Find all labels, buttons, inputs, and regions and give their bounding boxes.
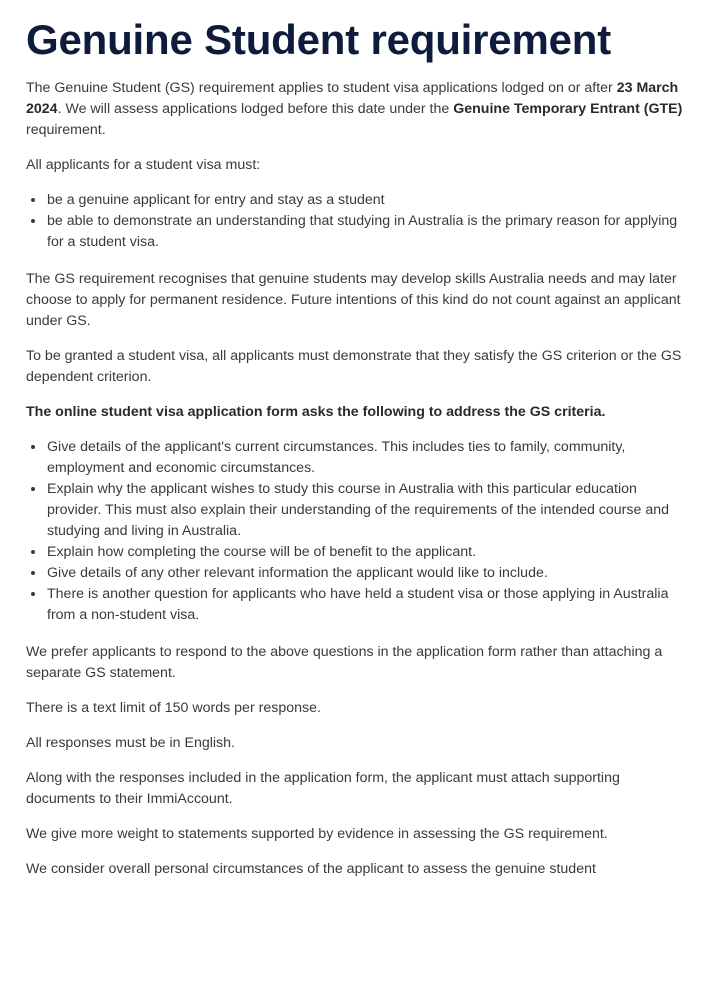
along-paragraph: Along with the responses included in the application form, the applicant must attach supporting documents to their ImmiAccount. xyxy=(26,770,620,807)
consider-paragraph: We consider overall personal circumstances of the applicant to assess the genuine student xyxy=(26,861,596,877)
must-list xyxy=(26,190,686,253)
list-item: • There is another question for applicants who have held a student visa or those applying in Australia from a non-student visa. xyxy=(46,584,686,626)
granted-paragraph: To be granted a student visa, all applicants must demonstrate that they satisfy the GS criterion or the GS dependent criterion. xyxy=(26,348,682,385)
list-item: • be a genuine applicant for entry and stay as a student xyxy=(46,190,686,211)
intro-paragraph xyxy=(26,78,686,141)
intro-gte: Genuine Temporary Entrant (GTE) xyxy=(453,101,683,117)
prefer-paragraph: We prefer applicants to respond to the above questions in the application form rather than attaching a separate GS statement. xyxy=(26,644,663,681)
form-heading: The online student visa application form asks the following to address the GS criteria. xyxy=(26,404,606,420)
weight-paragraph: We give more weight to statements supported by evidence in assessing the GS requirement. xyxy=(26,826,608,842)
intro-text-2: . We will assess applications lodged before this date under the xyxy=(57,101,454,117)
list-item: • Give details of any other relevant information the applicant would like to include. xyxy=(46,563,686,584)
applicants-must-text: All applicants for a student visa must: xyxy=(26,157,261,173)
intro-text-3: requirement. xyxy=(26,122,106,138)
intro-text-1: The Genuine Student (GS) requirement applies to student visa applications lodged on or after xyxy=(26,80,617,96)
form-questions-list xyxy=(26,437,686,626)
list-item: • Explain why the applicant wishes to study this course in Australia with this particular education provider. This must also explain their understanding of the requirements of the intended course and studying and living in Australia. xyxy=(46,479,686,542)
list-item: • Explain how completing the course will be of benefit to the applicant. xyxy=(46,542,686,563)
english-paragraph: All responses must be in English. xyxy=(26,735,235,751)
list-item: • be able to demonstrate an understanding that studying in Australia is the primary reason for applying for a student visa. xyxy=(46,211,686,253)
recognises-paragraph: The GS requirement recognises that genuine students may develop skills Australia needs and may later choose to apply for permanent residence. Future intentions of this kind do not count against an applicant under GS. xyxy=(26,271,681,329)
intro-date: 23 March 2024 xyxy=(26,80,679,117)
limit-paragraph: There is a text limit of 150 words per response. xyxy=(26,700,321,716)
page-title: Genuine Student requirement xyxy=(26,16,611,63)
list-item: • Give details of the applicant's current circumstances. This includes ties to family, community, employment and economic circumstances. xyxy=(46,437,686,479)
